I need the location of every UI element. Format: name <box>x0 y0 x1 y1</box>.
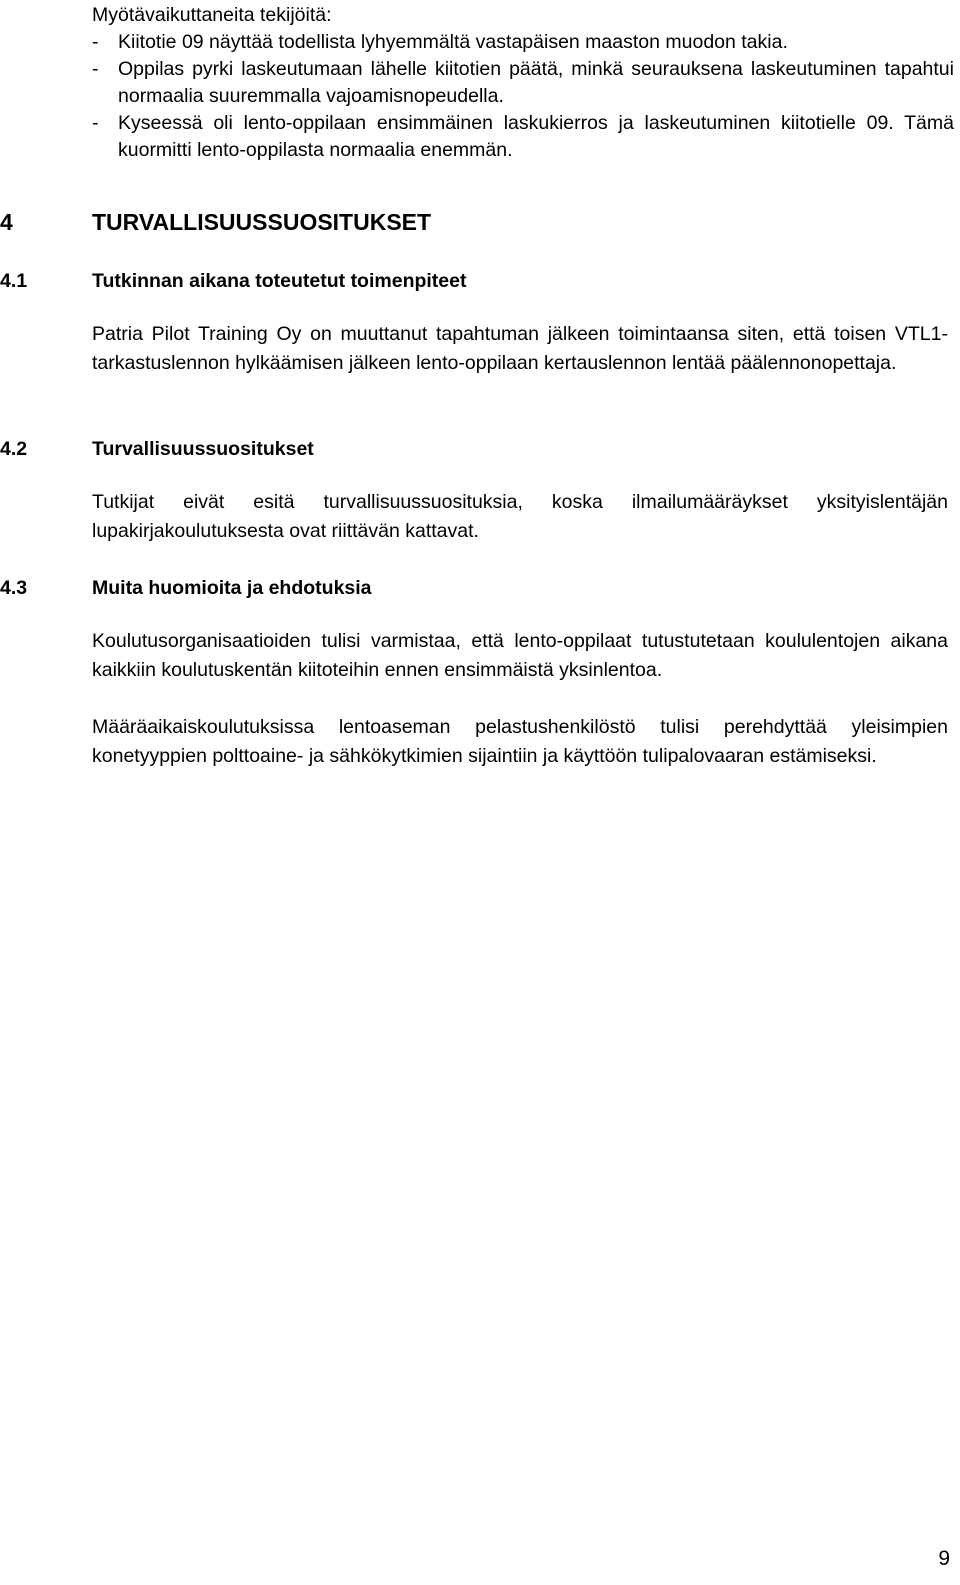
list-item-text: Oppilas pyrki laskeutumaan lähelle kiitotien päätä, minkä seurauksena laskeutuminen tapahtui normaalia suuremmalla vajoamisnopeudella. <box>118 58 954 107</box>
list-item <box>92 29 954 56</box>
list-item <box>92 56 954 110</box>
contributing-factors-list <box>92 29 954 164</box>
contributing-factors-title: Myötävaikuttaneita tekijöitä: <box>92 4 332 26</box>
section-title: Tutkinnan aikana toteutetut toimenpiteet <box>92 270 467 292</box>
section-number: 4.3 <box>0 577 28 599</box>
chapter-number: 4 <box>0 209 13 235</box>
section-title: Muita huomioita ja ehdotuksia <box>92 577 372 599</box>
list-dash: - <box>92 58 99 80</box>
paragraph: Tutkijat eivät esitä turvallisuussuosituksia, koska ilmailumääräykset yksityislentäjän lupakirjakoulutuksesta ovat riittävän kattavat. <box>92 491 948 542</box>
list-item <box>92 110 954 164</box>
paragraph: Koulutusorganisaatioiden tulisi varmistaa, että lento-oppilaat tutustutetaan koululentojen aikana kaikkiin koulutuskentän kiitoteihin ennen ensimmäistä yksinlentoa. <box>92 630 948 681</box>
list-dash: - <box>92 112 99 134</box>
list-dash: - <box>92 31 99 53</box>
paragraph: Määräaikaiskoulutuksissa lentoaseman pelastushenkilöstö tulisi perehdyttää yleisimpien konetyyppien polttoaine- ja sähkökytkimien sijaintiin ja käyttöön tulipalovaaran estämiseksi. <box>92 716 948 767</box>
section-title: Turvallisuussuositukset <box>92 438 314 460</box>
page-number: 9 <box>938 1547 950 1570</box>
paragraph: Patria Pilot Training Oy on muuttanut tapahtuman jälkeen toimintaansa siten, että toisen VTL1-tarkastuslennon hylkäämisen jälkeen lento-oppilaan kertauslennon lentää päälennonopettaja. <box>92 323 948 374</box>
chapter-title: TURVALLISUUSSUOSITUKSET <box>92 209 432 235</box>
contributing-factors <box>92 0 954 164</box>
list-item-text: Kiitotie 09 näyttää todellista lyhyemmältä vastapäisen maaston muodon takia. <box>118 31 788 53</box>
section-number: 4.1 <box>0 270 28 292</box>
list-item-text: Kyseessä oli lento-oppilaan ensimmäinen laskukierros ja laskeutuminen kiitotielle 09. Tämä kuormitti lento-oppilasta normaalia enemmän. <box>118 112 954 161</box>
section-number: 4.2 <box>0 438 28 460</box>
